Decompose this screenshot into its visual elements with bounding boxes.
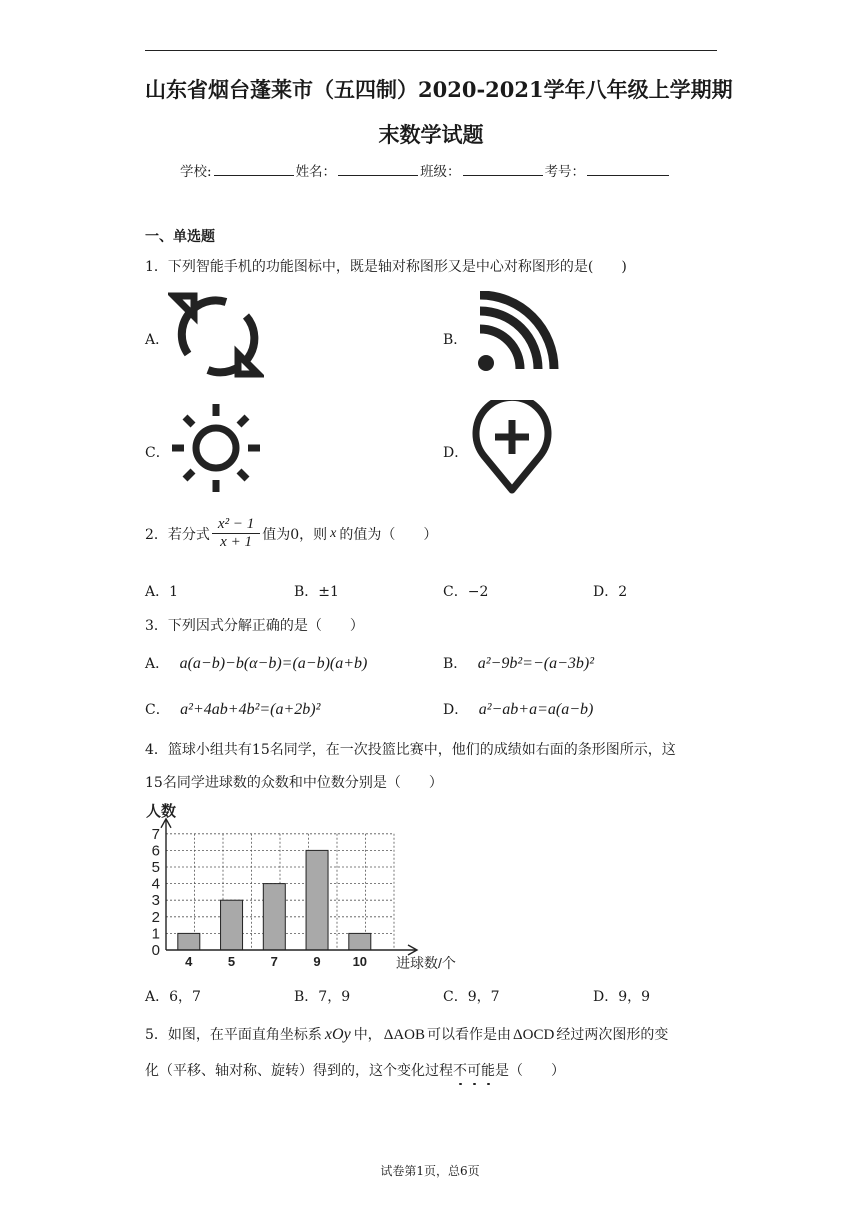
q5-line2-a: 化（平移、轴对称、旋转）得到的，这个变化过程 bbox=[145, 1063, 453, 1079]
school-label: 学校: bbox=[180, 164, 212, 180]
refresh-icon bbox=[168, 290, 264, 380]
q3-option-c-letter: C． bbox=[145, 702, 170, 718]
y-tick-label: 0 bbox=[151, 942, 160, 959]
y-tick-label: 3 bbox=[151, 892, 160, 910]
q3-option-a-expr: a(a−b)−b(α−b)=(a−b)(a+b) bbox=[179, 655, 368, 672]
y-tick-label: 6 bbox=[151, 842, 160, 860]
name-label: 姓名： bbox=[295, 164, 337, 180]
q2-fraction bbox=[212, 516, 260, 551]
q2-option-b: B．±1 bbox=[294, 584, 339, 600]
q2-suffix-b: 的值为（ ） bbox=[339, 526, 438, 543]
q5-triangle-aob: ΔAOB bbox=[383, 1027, 426, 1043]
q2-option-a: A．1 bbox=[145, 584, 179, 600]
question-2-stem bbox=[145, 516, 437, 551]
q5-emphasis-char: 可 bbox=[467, 1063, 481, 1079]
q5-coord-system: xOy bbox=[324, 1026, 351, 1043]
q2-prefix: 2．若分式 bbox=[145, 526, 210, 543]
q4-option-b: B．7，9 bbox=[294, 989, 351, 1005]
x-tick-label: 10 bbox=[352, 954, 368, 969]
question-5-line2 bbox=[145, 1060, 565, 1080]
q1-option-a-label: A． bbox=[145, 332, 170, 348]
q1-option-b-label: B． bbox=[443, 332, 468, 348]
q3-option-d bbox=[443, 699, 593, 719]
bar-chart bbox=[140, 798, 470, 976]
q4-option-d: D．9，9 bbox=[593, 989, 651, 1005]
q1-option-d-label: D． bbox=[443, 445, 469, 461]
q5-line1-d: 经过两次图形的变 bbox=[556, 1027, 669, 1043]
q5-line1-b: 中， bbox=[353, 1027, 382, 1043]
x-tick-label: 9 bbox=[313, 954, 321, 969]
y-tick-label: 7 bbox=[151, 825, 160, 843]
student-info-row bbox=[180, 160, 671, 180]
q3-option-b bbox=[443, 653, 594, 673]
q4-option-a: A．6，7 bbox=[145, 989, 201, 1005]
page-footer: 试卷第1页，总6页 bbox=[380, 1164, 480, 1178]
q5-line1-c: 可以看作是由 bbox=[427, 1027, 512, 1043]
name-blank[interactable] bbox=[338, 163, 418, 176]
q3-option-d-letter: D． bbox=[443, 702, 469, 718]
question-4-stem-line1: 4．篮球小组共有15名同学，在一次投篮比赛中，他们的成绩如右面的条形图所示，这 bbox=[145, 742, 676, 758]
question-3-stem: 3．下列因式分解正确的是（ ） bbox=[145, 618, 364, 634]
q5-emphasis-char: 能 bbox=[481, 1063, 495, 1079]
bar-5 bbox=[221, 900, 243, 950]
x-tick-label: 5 bbox=[227, 954, 236, 969]
y-tick-label: 2 bbox=[151, 908, 160, 926]
x-tick-label: 7 bbox=[270, 954, 278, 969]
chart-xlabel: 进球数/个 bbox=[396, 955, 456, 971]
class-label: 班级： bbox=[420, 164, 461, 180]
bar-4 bbox=[178, 933, 200, 950]
exam-no-label: 考号： bbox=[544, 164, 586, 180]
q3-option-a-letter: A． bbox=[145, 656, 170, 672]
q3-option-b-letter: B． bbox=[443, 656, 468, 672]
q5-line2-b: 是（ ） bbox=[495, 1063, 565, 1079]
q1-option-c-label: C． bbox=[145, 445, 170, 461]
q5-emphasis-char: 不 bbox=[453, 1063, 467, 1079]
q3-option-c bbox=[145, 699, 320, 719]
q2-option-c: C．−2 bbox=[443, 584, 489, 600]
x-tick-label: 4 bbox=[185, 954, 193, 969]
y-tick-label: 5 bbox=[151, 859, 160, 876]
chart-xticks bbox=[185, 954, 367, 969]
page-title-line1: 山东省烟台蓬莱市（五四制）2020-2021学年八年级上学期期 bbox=[145, 77, 733, 102]
q2-denominator: x + 1 bbox=[220, 534, 252, 550]
q2-numerator: x² − 1 bbox=[212, 516, 260, 534]
question-4-stem-line2: 15名同学进球数的众数和中位数分别是（ ） bbox=[145, 775, 443, 791]
bar-7 bbox=[263, 884, 285, 950]
exam-no-blank[interactable] bbox=[587, 163, 669, 176]
bar-9 bbox=[306, 850, 328, 950]
wifi-signal-icon bbox=[470, 291, 562, 377]
y-tick-label: 1 bbox=[151, 925, 160, 943]
q2-option-d: D．2 bbox=[593, 584, 628, 600]
q2-var: x bbox=[330, 525, 337, 541]
chart-ylabel: 人数 bbox=[146, 803, 177, 820]
q3-option-d-expr: a²−ab+a=a(a−b) bbox=[478, 701, 594, 718]
chart-yticks bbox=[152, 826, 160, 959]
section-heading: 一、单选题 bbox=[145, 229, 215, 245]
location-pin-plus-icon bbox=[470, 400, 554, 496]
school-blank[interactable] bbox=[214, 163, 294, 176]
q3-option-a bbox=[145, 653, 367, 673]
q5-triangle-ocd: ΔOCD bbox=[513, 1027, 555, 1043]
sun-brightness-icon bbox=[168, 400, 268, 500]
q4-option-c: C．9，7 bbox=[443, 989, 500, 1005]
top-rule bbox=[145, 50, 717, 51]
q3-option-c-expr: a²+4ab+4b²=(a+2b)² bbox=[180, 701, 321, 718]
y-tick-label: 4 bbox=[151, 875, 160, 893]
question-5-line1 bbox=[145, 1024, 668, 1044]
bar-10 bbox=[349, 933, 371, 950]
page-title-line2: 末数学试题 bbox=[378, 122, 484, 147]
q2-suffix-a: 值为0，则 bbox=[262, 526, 328, 543]
q3-option-b-expr: a²−9b²=−(a−3b)² bbox=[477, 655, 594, 672]
q5-line1-a: 5．如图，在平面直角坐标系 bbox=[145, 1027, 322, 1043]
class-blank[interactable] bbox=[463, 163, 543, 176]
question-1-stem: 1．下列智能手机的功能图标中，既是轴对称图形又是中心对称图形的是( ) bbox=[145, 259, 627, 275]
